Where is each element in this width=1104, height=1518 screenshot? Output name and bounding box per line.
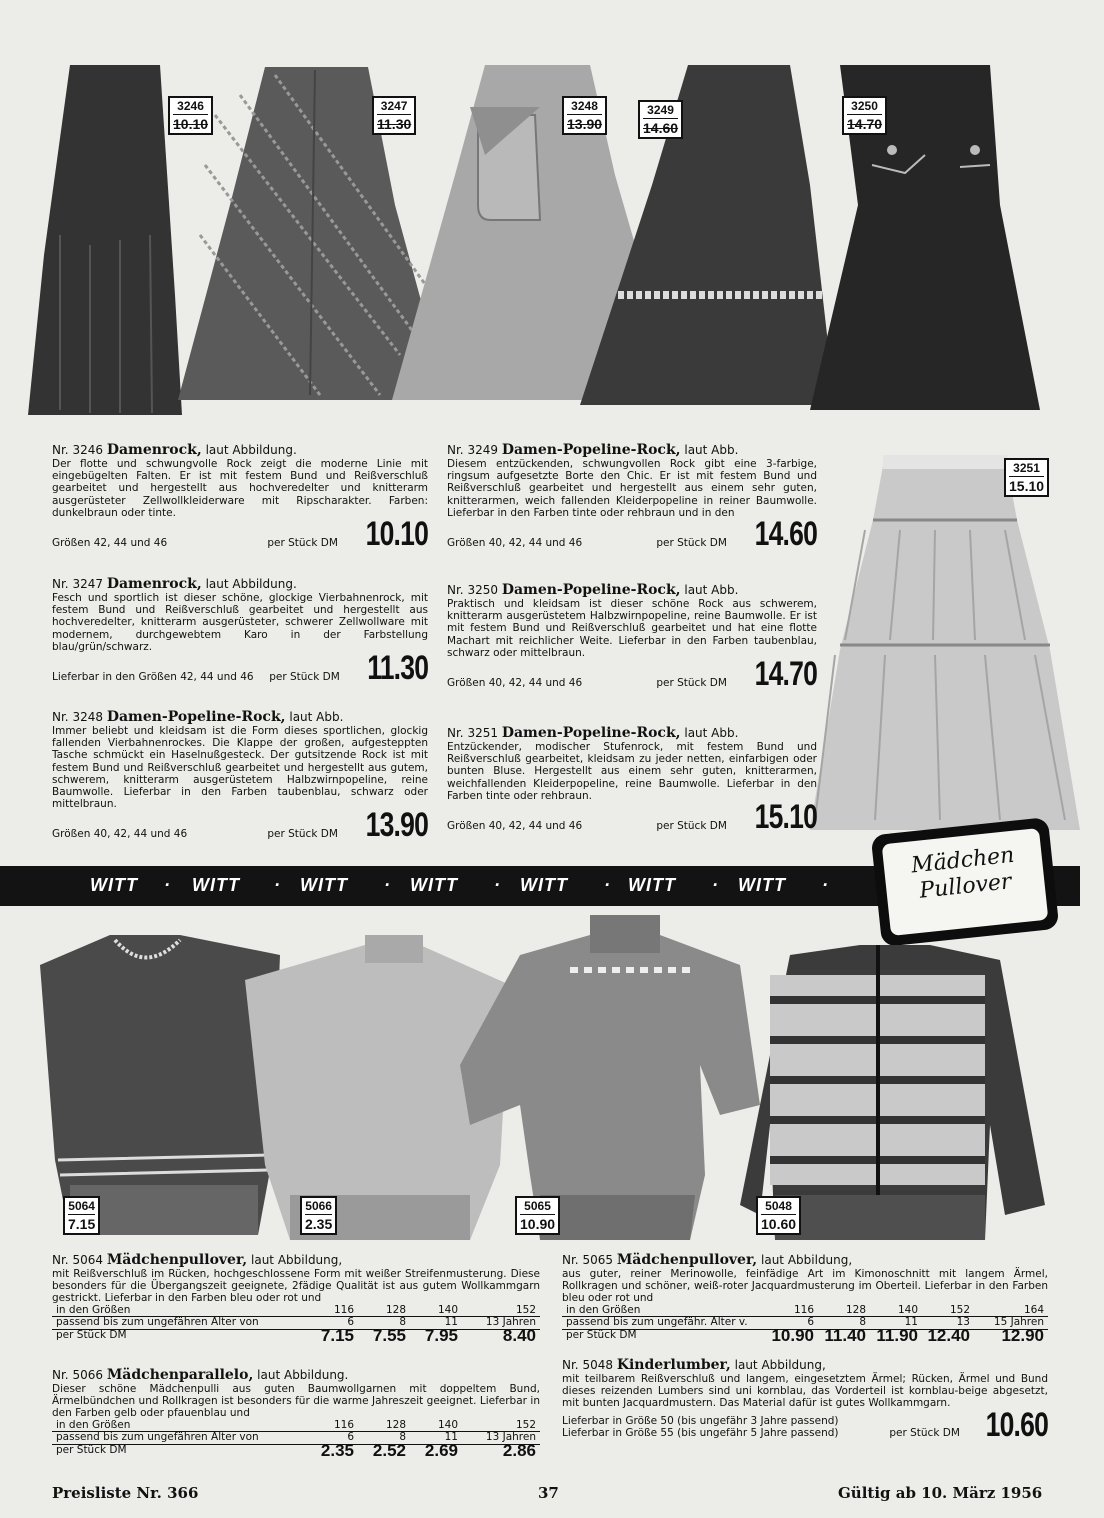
banner-sep: · <box>164 875 171 895</box>
price-row <box>447 655 817 694</box>
price-row <box>52 515 428 554</box>
price: 14.60 <box>754 515 817 554</box>
banner-word: WITT <box>520 875 568 895</box>
footer-valid-from: Gültig ab 10. März 1956 <box>838 1484 1043 1502</box>
product-5048 <box>562 1357 1048 1444</box>
price: 10.60 <box>985 1405 1048 1444</box>
per-unit-label: per Stück DM <box>889 1427 960 1440</box>
tag-number: 3249 <box>647 103 674 117</box>
price-row <box>447 515 817 554</box>
size-line-2: Lieferbar in Größe 55 (bis ungefähr 5 Jahre passend) <box>562 1427 839 1440</box>
price-row <box>562 1405 1048 1444</box>
tag-price: 10.10 <box>173 116 209 132</box>
sizes: Größen 40, 42, 44 und 46 <box>52 828 188 841</box>
tag-number: 5065 <box>524 1199 551 1213</box>
product-description: Der flotte und schwungvolle Rock zeigt die moderne Linie mit eingebügelten Falten. Er ist mit festem Bund und Reißverschluß gearbeitet und hergestellt aus hochveredelter und knitterarm ausgerüsteter Zellwollkleiderware mit Ripscharakter. Farben: dunkelbraun oder tinte. <box>52 458 428 519</box>
sizes: Größen 42, 44 und 46 <box>52 536 168 549</box>
banner-word: WITT <box>192 875 240 895</box>
tag-number: 5064 <box>68 1199 95 1213</box>
tag-price: 7.15 <box>68 1216 96 1232</box>
product-heading: Nr. 5064 Mädchenpullover, laut Abbildung, <box>52 1252 343 1268</box>
per-unit-label: per Stück DM <box>656 536 727 549</box>
sign-line-2: Pullover <box>918 869 1013 904</box>
product-3250 <box>447 582 817 694</box>
product-3251 <box>447 725 817 837</box>
tag-number: 5066 <box>305 1199 332 1213</box>
skirts-drawing <box>0 55 1104 435</box>
tag-number: 5048 <box>765 1199 792 1213</box>
product-description: mit Reißverschluß im Rücken, hochgeschlossene Form mit weißer Streifenmusterung. Diese besonders für die Übergangszeit geeignete, 2fädige Qualität ist aus gutem Wollkammgarn gestrickt. Lieferbar in den Farben bleu oder rot und <box>52 1268 540 1305</box>
price-tag-3250 <box>842 96 887 135</box>
price-tag-3246 <box>168 96 213 135</box>
per-unit-label: per Stück DM <box>656 676 727 689</box>
pullover-illustrations <box>0 905 1104 1245</box>
tag-number: 3251 <box>1013 461 1040 475</box>
product-heading: Nr. 3251 Damen-Popeline-Rock, laut Abb. <box>447 725 739 741</box>
skirt-3246 <box>28 65 182 415</box>
per-unit-label: per Stück DM <box>267 536 338 549</box>
product-description: Immer beliebt und kleidsam ist die Form dieses sportlichen, glockig fallenden Vierbahnenrockes. Die Klappe der großen, aufgesteppten Tasche schmückt ein Haselnußgesteck. Der gutsitzende Rock ist mit festem Bund und Reißverschluß gearbeitet und hergestellt aus gutem, schwerem, knitterarm ausgerüstetem Halbzwirnpopeline, reine Baumwolle. Lieferbar in den Farben taubenblau, schwarz oder mittelbraun. <box>52 725 428 811</box>
tag-price: 14.70 <box>847 116 883 132</box>
tag-price: 10.90 <box>520 1216 556 1232</box>
price: 11.30 <box>366 649 428 688</box>
banner-sep: · <box>604 875 611 895</box>
banner-sep: · <box>822 875 829 895</box>
price-tag-3247 <box>372 96 416 135</box>
banner-word: WITT <box>90 875 138 895</box>
product-description: Dieser schöne Mädchenpulli aus guten Baumwollgarnen mit doppeltem Bund, Ärmelbündchen und Rollkragen ist besonders für die warme Jahreszeit geeignet. Lieferbar in den Farben gelb oder pfauenblau und <box>52 1383 540 1420</box>
product-3249 <box>447 442 817 554</box>
price-tag-5048 <box>756 1196 801 1235</box>
skirt-illustrations <box>0 55 1104 435</box>
tag-number: 3250 <box>851 99 878 113</box>
price: 15.10 <box>754 798 817 837</box>
tag-price: 15.10 <box>1009 478 1045 494</box>
price-row <box>52 649 428 688</box>
banner-word: WITT <box>300 875 348 895</box>
product-description: Entzückender, modischer Stufenrock, mit festem Bund und Reißverschluß gearbeitet, kleidsam zu jeder netten, einfarbigen oder bunten Bluse. Hergestellt aus einem sehr guten, knitterarmen, weichfallenden Kleiderpopeline, reine Baumwolle. Lieferbar in den Farben tinte oder rehbraun. <box>447 741 817 802</box>
product-heading: Nr. 3246 Damenrock, laut Abbildung. <box>52 442 297 458</box>
price-tag-5064 <box>63 1196 100 1235</box>
page-number: 37 <box>538 1484 559 1502</box>
product-5066 <box>52 1367 540 1460</box>
price-tag-3251 <box>1004 458 1049 497</box>
price-row <box>52 806 428 845</box>
banner-word: WITT <box>628 875 676 895</box>
size-table: in den Größen 116 128 140 152 164 passend bis zum ungefähr. Alter v. 6 8 11 13 15 Jahren per Stück DM 10.90 11.40 11.90 12.40 12.90 <box>562 1305 1048 1342</box>
tag-price: 13.90 <box>567 116 603 132</box>
price-tag-3248 <box>562 96 607 135</box>
sizes: Größen 40, 42, 44 und 46 <box>447 819 583 832</box>
product-5065 <box>562 1252 1048 1345</box>
product-heading: Nr. 5065 Mädchenpullover, laut Abbildung, <box>562 1252 853 1268</box>
tag-number: 3247 <box>380 99 408 113</box>
product-5064 <box>52 1252 540 1345</box>
product-description: Diesem entzückenden, schwungvollen Rock gibt eine 3-farbige, ringsum aufgesetzte Borte den Chic. Er ist mit festem Bund und Reißverschluß gearbeitet und hergestellt aus einem sehr guten, knitterarmen, weich fallenden Kleiderpopeline in reiner Baumwolle. Lieferbar in den Farben tinte oder rehbraun und in den <box>447 458 817 519</box>
sizes: Größen 40, 42, 44 und 46 <box>447 676 583 689</box>
price: 13.90 <box>365 806 428 845</box>
sizes: Lieferbar in den Größen 42, 44 und 46 <box>52 670 254 683</box>
tag-number: 3248 <box>571 99 598 113</box>
product-description: Praktisch und kleidsam ist dieser schöne Rock aus schwerem, knitterarm ausgerüstetem Halbzwirnpopeline, reine Baumwolle. Er ist mit festem Bund und Reißverschluß gearbeitet und hat eine flotte Machart mit reichlicher Weite. Lieferbar in den Farben taubenblau, schwarz oder mittelbraun. <box>447 598 817 659</box>
price: 10.10 <box>365 515 428 554</box>
price: 14.70 <box>754 655 817 694</box>
per-unit-label: per Stück DM <box>267 828 338 841</box>
pullover-5065 <box>460 935 760 1240</box>
per-unit-label: per Stück DM <box>656 819 727 832</box>
tag-number: 3246 <box>177 99 204 113</box>
product-description: Fesch und sportlich ist dieser schöne, glockige Vierbahnenrock, mit festem Bund und Reißverschluß gearbeitet und hergestellt aus hochveredelter, knitterarm ausgerüsteter, schwerer Zellwollware mit modernem, durchgewebtem Karo in der Farbstellung blau/grün/schwarz. <box>52 592 428 653</box>
banner-sep: · <box>384 875 391 895</box>
tag-price: 11.30 <box>377 116 412 132</box>
tag-price: 14.60 <box>643 120 679 136</box>
banner-sep: · <box>712 875 719 895</box>
product-heading: Nr. 3247 Damenrock, laut Abbildung. <box>52 576 297 592</box>
price-row <box>447 798 817 837</box>
price-tag-3249 <box>638 100 683 139</box>
banner-word: WITT <box>410 875 458 895</box>
banner-word: WITT <box>738 875 786 895</box>
tag-price: 10.60 <box>761 1216 797 1232</box>
sizes: Größen 40, 42, 44 und 46 <box>447 536 583 549</box>
product-heading: Nr. 5066 Mädchenparallelo, laut Abbildung. <box>52 1367 349 1383</box>
product-3248 <box>52 709 428 845</box>
product-heading: Nr. 3248 Damen-Popeline-Rock, laut Abb. <box>52 709 344 725</box>
product-heading: Nr. 3249 Damen-Popeline-Rock, laut Abb. <box>447 442 739 458</box>
size-line-1: Lieferbar in Größe 50 (bis ungefähr 3 Jahre passend) <box>562 1415 839 1428</box>
tag-price: 2.35 <box>305 1216 333 1232</box>
size-table: in den Größen 116 128 140 152 passend bis zum ungefähren Alter von 6 8 11 13 Jahren per Stück DM 2.35 2.52 2.69 2.86 <box>52 1420 540 1457</box>
sign-line-1: Mädchen <box>910 842 1016 879</box>
product-description: aus guter, reiner Merinowolle, feinfädige Art im Kimonoschnitt mit langem Ärmel, Rollkragen und schöner, weiß-roter Jacquardmusterung im Oberteil. Lieferbar in den Farben bleu oder rot und <box>562 1268 1048 1305</box>
price-tag-5066 <box>300 1196 337 1235</box>
footer-pricelist: Preisliste Nr. 366 <box>52 1484 199 1502</box>
size-table: in den Größen 116 128 140 152 passend bis zum ungefähren Alter von 6 8 11 13 Jahren per Stück DM 7.15 7.55 7.95 8.40 <box>52 1305 540 1342</box>
product-3246 <box>52 442 428 554</box>
price-tag-5065 <box>515 1196 560 1235</box>
banner-sep: · <box>274 875 281 895</box>
product-heading: Nr. 5048 Kinderlumber, laut Abbildung, <box>562 1357 826 1373</box>
product-description: mit teilbarem Reißverschluß und langem, eingesetztem Ärmel; Rücken, Ärmel und Bund dieses reizenden Lumbers sind uni kornblau, das Vorderteil ist kornblau-beige abgesetzt, mit bunten Jacquardmustern. Das Material dafür ist gutes Wollkammgarn. <box>562 1373 1048 1410</box>
per-unit-label: per Stück DM <box>269 670 340 683</box>
banner-sep: · <box>494 875 501 895</box>
product-3247 <box>52 576 428 688</box>
product-heading: Nr. 3250 Damen-Popeline-Rock, laut Abb. <box>447 582 739 598</box>
skirt-3251-illustration <box>805 450 1085 840</box>
